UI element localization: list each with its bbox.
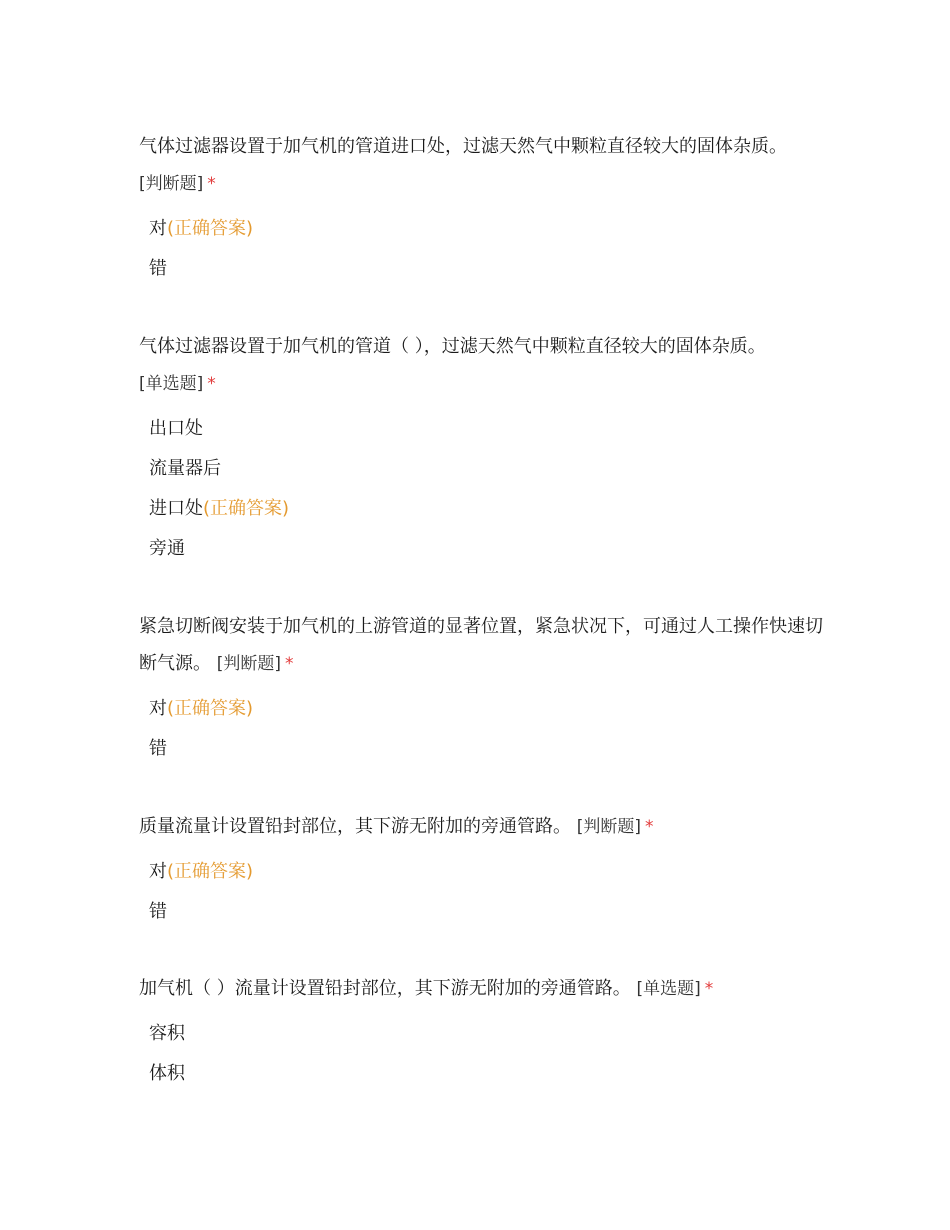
correct-answer-tag: (正确答案): [167, 698, 254, 719]
question-text: 气体过滤器设置于加气机的管道（ ），过滤天然气中颗粒直径较大的固体杂质。: [139, 336, 766, 357]
question-title: [139, 608, 829, 683]
survey-answer-sheet: [139, 128, 829, 1120]
question-text: 加气机（ ）流量计设置铅封部位，其下游无附加的旁通管路。: [139, 978, 631, 999]
question-3: [139, 608, 829, 788]
option-list: [149, 409, 829, 569]
option-list: [149, 689, 829, 769]
question-text: 气体过滤器设置于加气机的管道进口处，过滤天然气中颗粒直径较大的固体杂质。: [139, 136, 787, 157]
question-title: [139, 808, 829, 846]
correct-answer-tag: (正确答案): [167, 861, 254, 882]
option-item[interactable]: [149, 1014, 829, 1054]
question-text: 质量流量计设置铅封部位，其下游无附加的旁通管路。: [139, 816, 571, 837]
question-5: [139, 970, 829, 1100]
required-mark: *: [207, 374, 216, 394]
question-title: [139, 970, 829, 1008]
option-label: 流量器后: [149, 458, 221, 479]
correct-answer-tag: (正确答案): [167, 218, 254, 239]
question-1: [139, 128, 829, 308]
option-label: 对: [149, 861, 167, 882]
question-text: 紧急切断阀安装于加气机的上游管道的显著位置，紧急状况下，可通过人工操作快速切断气源。: [139, 616, 823, 674]
question-2: [139, 328, 829, 588]
option-item[interactable]: [149, 689, 829, 729]
option-item[interactable]: [149, 409, 829, 449]
option-label: 容积: [149, 1023, 185, 1044]
option-label: 错: [149, 738, 167, 759]
option-list: [149, 852, 829, 932]
option-item[interactable]: [149, 249, 829, 289]
required-mark: *: [285, 654, 294, 674]
question-type: [单选题]: [139, 374, 204, 394]
option-label: 错: [149, 901, 167, 922]
required-mark: *: [704, 979, 714, 999]
option-label: 对: [149, 218, 167, 239]
required-mark: *: [645, 817, 654, 837]
option-label: 错: [149, 258, 167, 279]
correct-answer-tag: (正确答案): [203, 498, 290, 519]
question-title: [139, 328, 829, 403]
option-item[interactable]: [149, 729, 829, 769]
option-label: 对: [149, 698, 167, 719]
option-item[interactable]: [149, 1054, 829, 1094]
option-label: 进口处: [149, 498, 203, 519]
question-type: [判断题]: [139, 174, 204, 194]
question-type: [单选题]: [636, 979, 701, 999]
option-item[interactable]: [149, 209, 829, 249]
option-list: [149, 209, 829, 289]
option-label: 出口处: [149, 418, 203, 439]
option-item[interactable]: [149, 489, 829, 529]
option-item[interactable]: [149, 449, 829, 489]
question-title: [139, 128, 829, 203]
question-4: [139, 808, 829, 950]
required-mark: *: [207, 174, 216, 194]
option-list: [149, 1014, 829, 1094]
question-type: [判断题]: [576, 817, 641, 837]
option-label: 体积: [149, 1063, 185, 1084]
option-label: 旁通: [149, 538, 185, 559]
option-item[interactable]: [149, 529, 829, 569]
option-item[interactable]: [149, 852, 829, 892]
question-type: [判断题]: [216, 654, 281, 674]
option-item[interactable]: [149, 892, 829, 932]
